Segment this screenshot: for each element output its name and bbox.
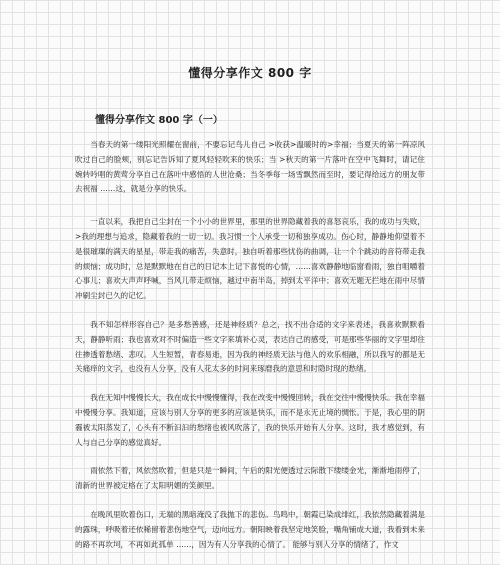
paragraph: 一直以来，我把自己尘封在一个小小的世界里，那里的世界隐藏着我的喜怒哀乐，我的成功与失败，>我的理想与追求，隐藏着我的一切一切。我习惯一个人承受一切和独享成功。伤心时，静静地仰望着不是很璀璨的满天的星星，带走我的痛苦，失意时，独自听着那些忧伤的曲调，让一个个跳动的音符带走我的烦恼；成功时，总是默默地在自己的日记本上记下喜悦的心情，……喜欢静静地临窗看雨，独自咀嚼着心事儿；喜欢大声声呼喊，当风儿带走烦恼，越过中南半岛，掉到太平洋中；喜欢无题无拦地在雨中尽情冲刷尘封已久的记忆。 xyxy=(75,217,425,301)
paragraph: 当春天的第一缕阳光照耀在窗前，不要忘记鸟儿自己 >收获>温暖时的>幸福；当夏天的第一阵凉风吹过自己的脸颊，别忘记告诉知了夏风轻轻吹来的快乐；当 >秋天的第一片落叶在空中飞舞时，请记住婉转吟唱的黄莺分享自己在落叶中感悟的人世沧桑；当冬季每一场雪飘然而至时，要记得给远方的朋友带去祝福 ……这，就是分享的快乐。 xyxy=(75,140,425,194)
article-body xyxy=(75,138,425,552)
paragraph: 在晚风里吹着伤口，无端的黑暗淹没了我抛下的悲伤。鸟鸣中，朝霞已染成绯红，我依然隐藏着满是的露珠，呼吸着还依稀留着悲伤地空气，迈向远方。朝阳映着我坚定地笑脸，嘴角铺成大道，我看到未来的路不再坎坷，不再如此孤单 ……，因为有人分享我的心情了。 能够与别人分享的情绪了，作文 xyxy=(75,509,425,549)
paragraph: 我在无知中慢慢长大，我在成长中慢慢懂得，我在改变中慢慢回转，我在交往中慢慢快乐。我在幸福中慢慢分享。我知道，应该与别人分享的更多的应该是快乐，而不是永无止境的惆怅。于是，我心里的阴霾被太阳蒸发了，心头有不断汩汩的愁绪也被风吹落了，我的快乐开始有人分享。这时，我才感觉到，有人与自己分享的感觉真好。 xyxy=(75,393,425,447)
section-title: 懂得分享作文 800 字（一） xyxy=(95,115,223,126)
paragraph: 我不知怎样形容自己？是多愁善感，还是神经质？总之，找不出合适的文字来表述，我喜欢默默看天，静静听雨；我也喜欢对不时偏造一些文字来填补心灵，表达自己的感受，可是那些华丽的文字里却往往掺透着愁绪、悲叹。人生短暂，青春易逝，因为我的神经质无法与他人的欢乐相融，所以我写的都是无关痛痒的文字，也没有人分享，没有人花太多的时间来琢磨我的意思和时隐时现的愁绪。 xyxy=(75,319,425,374)
document-title: 懂得分享作文 800 字 xyxy=(188,66,312,80)
paragraph: 雨依然下着，风依然吹着，但是只是一瞬间，午后的阳光便透过云际散下缕缕金光，渐渐地雨停了，清新的世界被定格在了太阳明媚的笑颜里。 xyxy=(75,466,425,491)
